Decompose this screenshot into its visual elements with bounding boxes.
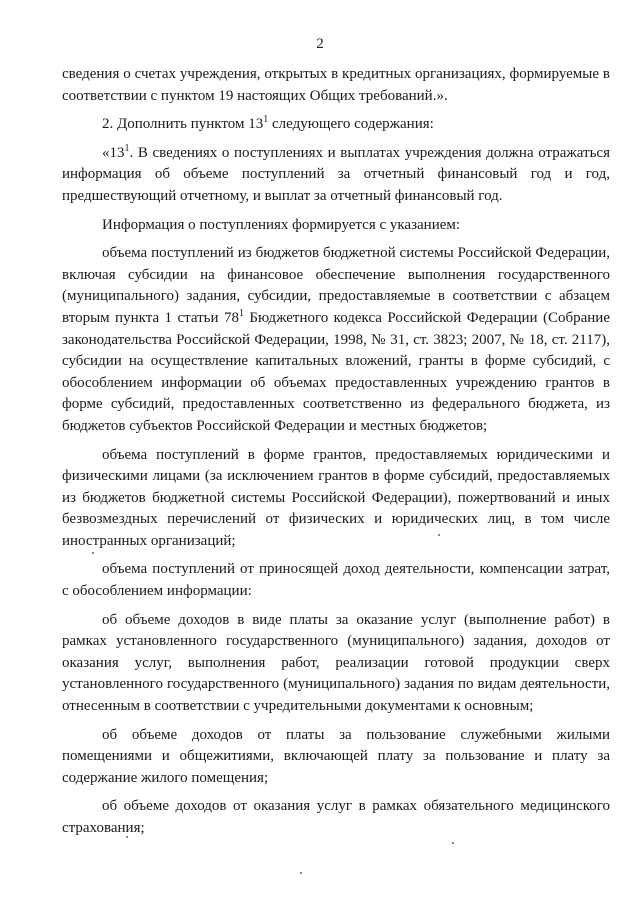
- paragraph-service-fees: об объеме доходов в виде платы за оказание услуг (выполнение работ) в рамках установленного государственного (муниципального) задания, доходов от оказания услуг, выполнения работ, реализации готовой продукции сверх установленного государственного (муниципального) задания по видам деятельности, отнесенным в соответствии с учредительными документами к основным;: [62, 611, 610, 715]
- paragraph-grants-donations: объема поступлений в форме грантов, предоставляемых юридическими и физическими лицами (за исключением грантов в форме субсидий, предоставляемых из бюджетов бюджетной системы Российской Федерации), пожертвований и иных безвозмездных перечислений от физических и юридических лиц, в том числе иностранных организаций;: [62, 446, 610, 549]
- paragraph-income-activity: объема поступлений от приносящей доход деятельности, компенсации затрат, с обособлением информации:: [62, 561, 610, 600]
- scan-speck: [452, 842, 454, 844]
- superscript-mark: 1: [124, 142, 130, 154]
- paragraph-housing-fees: об объеме доходов от платы за пользование служебными жилыми помещениями и общежитиями, включающей плату за пользование и плату за содержание жилого помещения;: [62, 726, 610, 786]
- superscript-mark: 1: [263, 114, 269, 126]
- paragraph-clause-13-1: «$13^1$. В сведениях о поступлениях и выплатах учреждения должна отражаться информация об объеме поступлений за отчетный финансовый год и год, предшествующий отчетному, и выплат за отчетный финансовый год.: [62, 142, 610, 204]
- paragraph-budget-receipts: объема поступлений из бюджетов бюджетной системы Российской Федерации, включая субсидии на финансовое обеспечение выполнения государственного (муниципального) задания, субсидии, предоставляемые в соответствии с абзацем вторым пункта 1 статьи $78^1$ Бюджетного кодекса Российской Федерации (Собрание законодательства Российской Федерации, 1998, № 31, ст. 3823; 2007, № 18, ст. 2117), субсидии на осуществление капитальных вложений, гранты в форме субсидий, с обособлением информации об объемах предоставленных учреждению грантов в форме субсидий, предоставленных соответственно из федерального бюджета, из бюджетов субъектов Российской Федерации и местных бюджетов;: [62, 245, 610, 434]
- scan-speck: [300, 872, 302, 874]
- paragraph-medical-insurance: об объеме доходов от оказания услуг в рамках обязательного медицинского страхования;: [62, 798, 610, 836]
- scan-speck: [126, 836, 128, 838]
- superscript-mark: 1: [238, 307, 244, 319]
- scan-speck: [92, 552, 94, 554]
- page-number: 2: [316, 36, 324, 52]
- document-body: [62, 64, 610, 847]
- scan-speck: [438, 534, 440, 536]
- paragraph-amendment-intro: 2. Дополнить пунктом $13^1$ следующего содержания:: [102, 114, 434, 133]
- paragraph-accounts-info: сведения о счетах учреждения, открытых в кредитных организациях, формируемые в соответствии с пунктом 19 настоящих Общих требований.».: [62, 66, 610, 104]
- paragraph-receipts-intro: Информация о поступлениях формируется с указанием:: [102, 216, 461, 233]
